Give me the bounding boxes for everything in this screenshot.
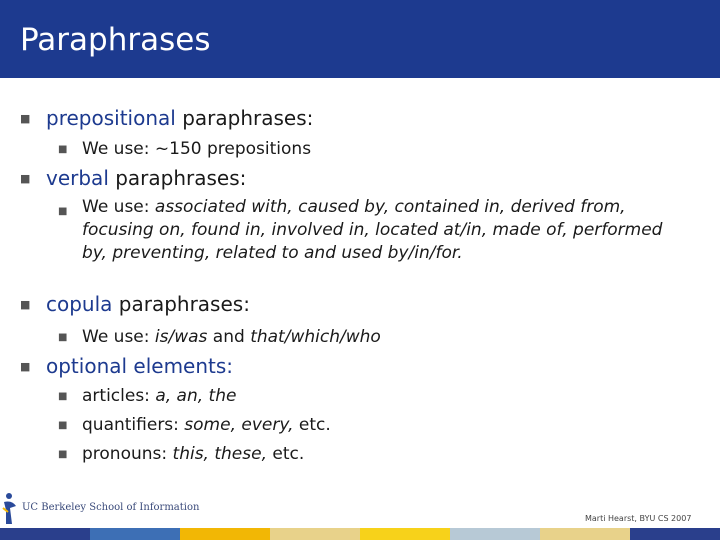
sub-prefix: We use:	[82, 327, 155, 347]
logo-text: UC Berkeley School of Information	[22, 502, 200, 513]
sub-bullet-text	[58, 196, 668, 265]
sub-bullet-icon: ■	[58, 332, 68, 343]
bullet-highlight: prepositional	[46, 106, 176, 130]
sub-bullet	[58, 138, 311, 161]
sub-prefix: articles:	[82, 386, 156, 406]
title-bar	[0, 0, 720, 78]
sub-italic: a, an, the	[155, 386, 237, 406]
bullet-rest: paraphrases:	[118, 292, 250, 316]
sub-bullet-icon: ■	[58, 391, 68, 402]
bullet-copula	[20, 292, 250, 316]
strip-segment	[90, 528, 180, 540]
strip-segment	[540, 528, 630, 540]
strip-segment	[180, 528, 270, 540]
sub-suffix: etc.	[266, 444, 305, 464]
sub-italic: is/was	[154, 327, 208, 347]
sub-bullet	[58, 443, 304, 466]
sub-italic: some, every,	[184, 415, 294, 435]
sub-italic: this, these,	[172, 444, 267, 464]
sub-bullet	[58, 326, 381, 349]
footer-credit: Marti Hearst, BYU CS 2007	[585, 514, 692, 523]
sub-italic: associated with, caused by, contained in, derived from, focusing on, found in, involved in, located at/in, made of, performed by, preventing, related to and used by/in/for.	[82, 197, 663, 263]
bullet-highlight: optional elements:	[46, 354, 234, 378]
slide-title: Paraphrases	[20, 22, 211, 58]
strip-segment	[360, 528, 450, 540]
sub-bullet	[58, 196, 668, 265]
sub-bullet-icon: ■	[58, 144, 68, 155]
bullet-highlight: copula	[46, 292, 113, 316]
bullet-icon: ■	[20, 298, 31, 311]
bullet-highlight: verbal	[46, 166, 109, 190]
sub-suffix: etc.	[293, 415, 331, 435]
sub-prefix: We use:	[82, 197, 155, 217]
sub-bullet	[58, 414, 331, 437]
strip-segment	[450, 528, 540, 540]
bullet-verbal	[20, 166, 246, 190]
sub-bullet-icon: ■	[58, 206, 68, 217]
bullet-icon: ■	[20, 112, 31, 125]
sub-bullet-icon: ■	[58, 449, 68, 460]
sub-mid: and	[207, 327, 251, 347]
sub-prefix: We use:	[82, 139, 155, 159]
bullet-icon: ■	[20, 360, 31, 373]
sub-bullet	[58, 385, 236, 408]
bullet-optional	[20, 354, 233, 378]
strip-segment	[270, 528, 360, 540]
sub-prefix: quantifiers:	[82, 415, 185, 435]
sub-text: ~150 prepositions	[154, 139, 312, 159]
sub-bullet-icon: ■	[58, 420, 68, 431]
sub-prefix: pronouns:	[82, 444, 173, 464]
bullet-rest: paraphrases:	[115, 166, 247, 190]
strip-segment	[630, 528, 720, 540]
strip-segment	[0, 528, 90, 540]
bullet-rest: paraphrases:	[182, 106, 314, 130]
color-strip	[0, 528, 720, 540]
bullet-prepositional	[20, 106, 313, 130]
sub-italic: that/which/who	[250, 327, 381, 347]
bullet-icon: ■	[20, 172, 31, 185]
